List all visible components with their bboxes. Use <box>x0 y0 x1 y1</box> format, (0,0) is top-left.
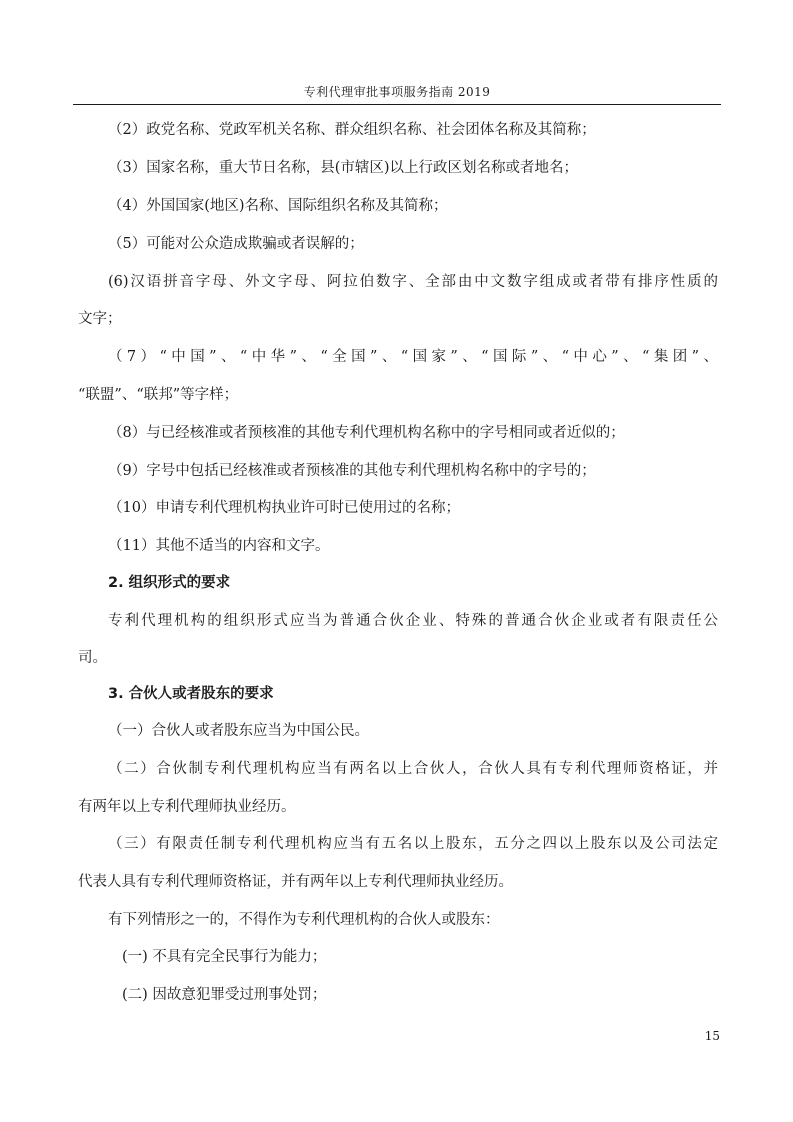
list-item-4: （4）外国国家(地区)名称、国际组织名称及其简称； <box>108 198 448 214</box>
paragraph-partner-2-line2: 有两年以上专利代理师执业经历。 <box>78 799 296 815</box>
list-item-2: （2）政党名称、党政军机关名称、群众组织名称、社会团体名称及其简称； <box>108 122 596 138</box>
list-item-9: （9）字号中包括已经核准或者预核准的其他专利代理机构名称中的字号的； <box>108 463 596 479</box>
exclusion-item-2: (二) 因故意犯罪受过刑事处罚； <box>122 987 327 1003</box>
list-item-6-line1: (6)汉语拼音字母、外文字母、阿拉伯数字、全部由中文数字组成或者带有排序性质的 <box>108 274 718 290</box>
list-item-5: （5）可能对公众造成欺骗或者误解的； <box>108 236 364 252</box>
page-number: 15 <box>704 1029 720 1043</box>
list-item-7-line1: （7）“中国”、“中华”、“全国”、“国家”、“国际”、“中心”、“集团”、 <box>108 349 718 365</box>
list-item-7-line2: “联盟”、“联邦”等字样； <box>78 387 239 403</box>
paragraph-partner-1: （一）合伙人或者股东应当为中国公民。 <box>108 723 369 739</box>
paragraph-partner-3-line1: （三）有限责任制专利代理机构应当有五名以上股东，五分之四以上股东以及公司法定 <box>108 836 718 852</box>
paragraph-org-form-line1: 专利代理机构的组织形式应当为普通合伙企业、特殊的普通合伙企业或者有限责任公 <box>108 613 718 629</box>
paragraph-exclusions-intro: 有下列情形之一的，不得作为专利代理机构的合伙人或股东： <box>108 912 500 928</box>
list-item-6-line2: 文字； <box>78 311 122 327</box>
paragraph-partner-2-line1: （二）合伙制专利代理机构应当有两名以上合伙人，合伙人具有专利代理师资格证，并 <box>108 761 718 777</box>
running-header: 专利代理审批事项服务指南 2019 <box>303 85 491 99</box>
header-rule <box>73 104 721 105</box>
list-item-8: （8）与已经核准或者预核准的其他专利代理机构名称中的字号相同或者近似的； <box>108 425 625 441</box>
exclusion-item-1: (一) 不具有完全民事行为能力； <box>122 949 327 965</box>
section-heading-3: 3. 合伙人或者股东的要求 <box>108 686 274 702</box>
paragraph-org-form-line2: 司。 <box>78 650 107 666</box>
list-item-11: （11）其他不适当的内容和文字。 <box>108 538 330 554</box>
list-item-3: （3）国家名称，重大节日名称，县(市辖区)以上行政区划名称或者地名； <box>108 160 579 176</box>
paragraph-partner-3-line2: 代表人具有专利代理师资格证，并有两年以上专利代理师执业经历。 <box>78 874 513 890</box>
list-item-10: （10）申请专利代理机构执业许可时已使用过的名称； <box>108 500 460 516</box>
section-heading-2: 2. 组织形式的要求 <box>108 575 231 591</box>
